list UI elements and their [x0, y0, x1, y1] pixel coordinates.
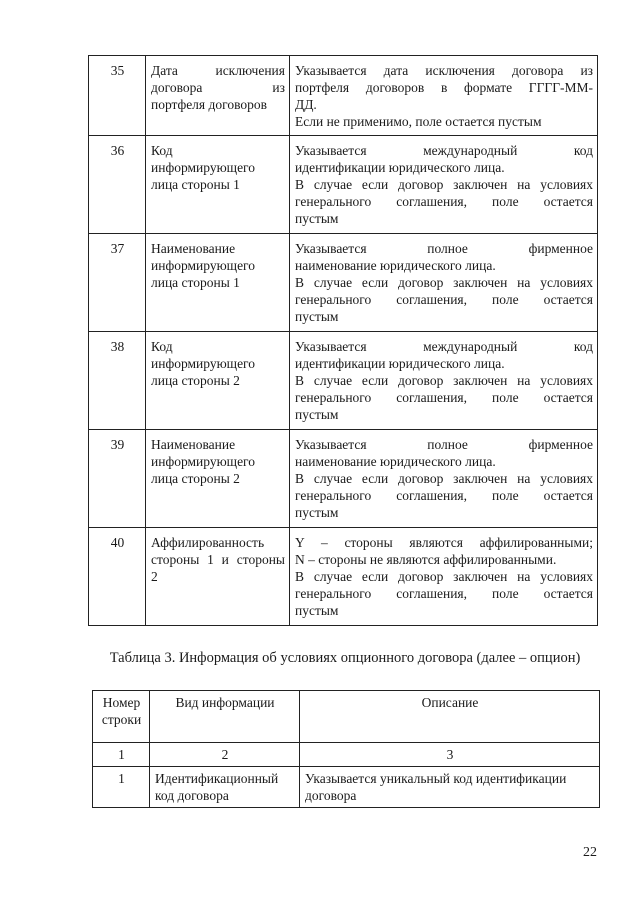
row-number: 38 [89, 332, 146, 430]
text-line: пустым [295, 603, 339, 618]
column-index: 3 [300, 743, 600, 767]
text-line: генерального соглашения, поле остается [295, 292, 593, 307]
header-row-number: Номер строки [93, 691, 150, 743]
text-line: лица стороны 2 [151, 471, 240, 486]
row-info-type [146, 56, 290, 136]
text-line: информирующего [151, 160, 256, 175]
text-line: портфеля договоров [151, 97, 267, 112]
row-description [290, 528, 598, 626]
text-line: ДД. [295, 97, 317, 112]
text-line: портфеля договоров в формате ГГГГ-ММ- [295, 80, 593, 95]
header-info-type: Вид информации [150, 691, 300, 743]
text-line: информирующего [151, 356, 256, 371]
text-line: Дата исключения [151, 63, 285, 78]
table-header-row [93, 691, 600, 743]
table-row [93, 767, 600, 808]
table-row [89, 332, 598, 430]
text-line: Аффилированность [151, 535, 265, 550]
text-line: пустым [295, 407, 339, 422]
table-row [89, 528, 598, 626]
text-line: генерального соглашения, поле остается [295, 586, 593, 601]
row-description [290, 56, 598, 136]
row-number: 39 [89, 430, 146, 528]
text-line: генерального соглашения, поле остается [295, 194, 593, 209]
column-index: 2 [150, 743, 300, 767]
text-line: В случае если договор заключен на условиях [295, 471, 593, 486]
row-number: 35 [89, 56, 146, 136]
row-number: 36 [89, 136, 146, 234]
row-info-type [146, 332, 290, 430]
row-description [290, 136, 598, 234]
text-line: Указывается полное фирменное [295, 241, 593, 256]
row-number: 40 [89, 528, 146, 626]
header-description: Описание [300, 691, 600, 743]
table-3-caption: Таблица 3. Информация об условиях опционного договора (далее – опцион) [109, 650, 581, 666]
text-line: наименование юридического лица. [295, 454, 496, 469]
text-line: стороны 1 и стороны [151, 552, 285, 567]
info-table-continued [88, 55, 598, 626]
text-line: В случае если договор заключен на условиях [295, 569, 593, 584]
text-line: пустым [295, 505, 339, 520]
table-row [89, 136, 598, 234]
text-line: пустым [295, 309, 339, 324]
text-line: В случае если договор заключен на условиях [295, 177, 593, 192]
text-line: лица стороны 2 [151, 373, 240, 388]
text-line: лица стороны 1 [151, 275, 240, 290]
text-line: Указывается международный код [295, 143, 593, 158]
option-contract-table [92, 690, 600, 808]
text-line: N – стороны не являются аффилированными. [295, 552, 557, 567]
row-description [290, 234, 598, 332]
row-description [290, 430, 598, 528]
text-line: Наименование [151, 241, 236, 256]
row-info-type [146, 430, 290, 528]
text-line: В случае если договор заключен на условиях [295, 275, 593, 290]
text-line: 2 [151, 569, 158, 584]
text-line: Y – стороны являются аффилированными; [295, 535, 593, 550]
text-line: Указывается полное фирменное [295, 437, 593, 452]
column-index-row [93, 743, 600, 767]
row-number: 1 [93, 767, 150, 808]
text-line: договора из [151, 80, 285, 95]
table-row [89, 430, 598, 528]
text-line: идентификации юридического лица. [295, 356, 505, 371]
text-line: Если не применимо, поле остается пустым [295, 114, 542, 129]
text-line: информирующего [151, 454, 256, 469]
table-row [89, 234, 598, 332]
row-info-type [146, 234, 290, 332]
text-line: Наименование [151, 437, 236, 452]
row-info-type [146, 528, 290, 626]
text-line: Код [151, 339, 173, 354]
text-line: наименование юридического лица. [295, 258, 496, 273]
table-row [89, 56, 598, 136]
text-line: Код [151, 143, 173, 158]
text-line: идентификации юридического лица. [295, 160, 505, 175]
row-info-type [146, 136, 290, 234]
row-number: 37 [89, 234, 146, 332]
row-description: Указывается уникальный код идентификации договора [300, 767, 600, 808]
row-description [290, 332, 598, 430]
text-line: генерального соглашения, поле остается [295, 390, 593, 405]
text-line: пустым [295, 211, 339, 226]
text-line: информирующего [151, 258, 256, 273]
page-number: 22 [583, 845, 597, 860]
column-index: 1 [93, 743, 150, 767]
text-line: лица стороны 1 [151, 177, 240, 192]
text-line: Указывается дата исключения договора из [295, 63, 593, 78]
text-line: В случае если договор заключен на условиях [295, 373, 593, 388]
text-line: Указывается международный код [295, 339, 593, 354]
text-line: генерального соглашения, поле остается [295, 488, 593, 503]
row-info-type: Идентификационный код договора [150, 767, 300, 808]
